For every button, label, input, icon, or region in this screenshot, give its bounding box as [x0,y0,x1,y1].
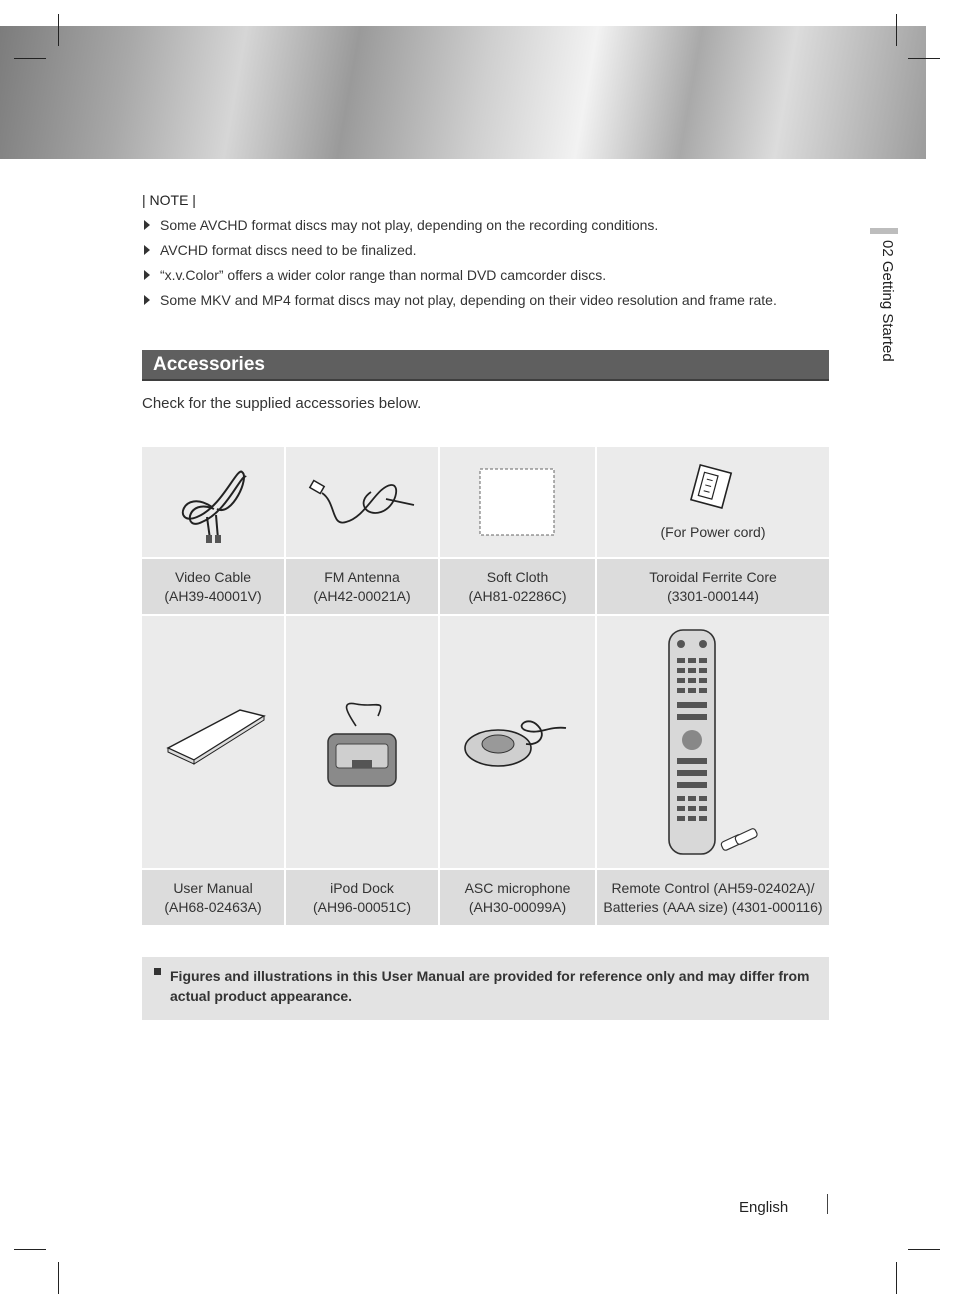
ferrite-core-icon [597,447,829,557]
footer-language: English [739,1199,789,1216]
accessory-image-cell [597,616,829,868]
crop-mark [908,1249,940,1250]
accessory-image-cell [142,447,284,557]
crop-mark [14,1249,46,1250]
remote-control-icon [597,616,829,868]
note-item: Some AVCHD format discs may not play, depending on the recording conditions. [142,216,777,241]
crop-mark [908,58,940,59]
ipod-dock-icon [286,616,438,868]
accessories-table [142,447,829,925]
bullet-triangle-icon [144,295,150,305]
accessory-caption: User Manual (AH68-02463A) [142,870,284,925]
disclaimer-text: Figures and illustrations in this User Manual are provided for reference only and may differ from actual product appearance. [170,968,810,1004]
crop-mark [896,1262,897,1294]
accessory-image-cell [286,616,438,868]
accessory-caption: Remote Control (AH59-02402A)/ Batteries (AAA size) (4301-000116) [597,870,829,925]
fm-antenna-icon [286,447,438,557]
accessory-image-cell [440,616,595,868]
chapter-tab-marker [870,228,898,234]
footer-divider [827,1194,828,1214]
bullet-square-icon [154,968,161,975]
accessory-caption: Toroidal Ferrite Core (3301-000144) [597,559,829,614]
accessory-image-cell [286,447,438,557]
note-item: Some MKV and MP4 format discs may not play, depending on their video resolution and frame rate. [142,291,777,316]
section-heading-bar [142,350,829,381]
disclaimer-box [142,957,829,1020]
accessory-caption: ASC microphone (AH30-00099A) [440,870,595,925]
header-banner [0,26,926,159]
crop-mark [58,14,59,46]
chapter-tab-label: 02 Getting Started [879,240,896,362]
bullet-triangle-icon [144,220,150,230]
note-list [142,216,777,316]
accessory-caption: iPod Dock (AH96-00051C) [286,870,438,925]
bullet-triangle-icon [144,270,150,280]
accessory-caption: Video Cable (AH39-40001V) [142,559,284,614]
crop-mark [14,58,46,59]
crop-mark [58,1262,59,1294]
accessory-image-cell [597,447,829,557]
section-intro: Check for the supplied accessories below. [142,395,422,412]
note-label: | NOTE | [142,192,196,208]
soft-cloth-icon [440,447,595,557]
section-title: Accessories [153,354,265,375]
accessory-image-cell [440,447,595,557]
crop-mark [896,14,897,46]
asc-microphone-icon [440,616,595,868]
note-item: AVCHD format discs need to be finalized. [142,241,777,266]
accessory-caption: Soft Cloth (AH81-02286C) [440,559,595,614]
bullet-triangle-icon [144,245,150,255]
accessory-image-cell [142,616,284,868]
ferrite-core-note: (For Power cord) [660,524,766,540]
accessory-caption: FM Antenna (AH42-00021A) [286,559,438,614]
note-item: “x.v.Color” offers a wider color range than normal DVD camcorder discs. [142,266,777,291]
user-manual-icon [142,616,284,868]
video-cable-icon [142,447,284,557]
